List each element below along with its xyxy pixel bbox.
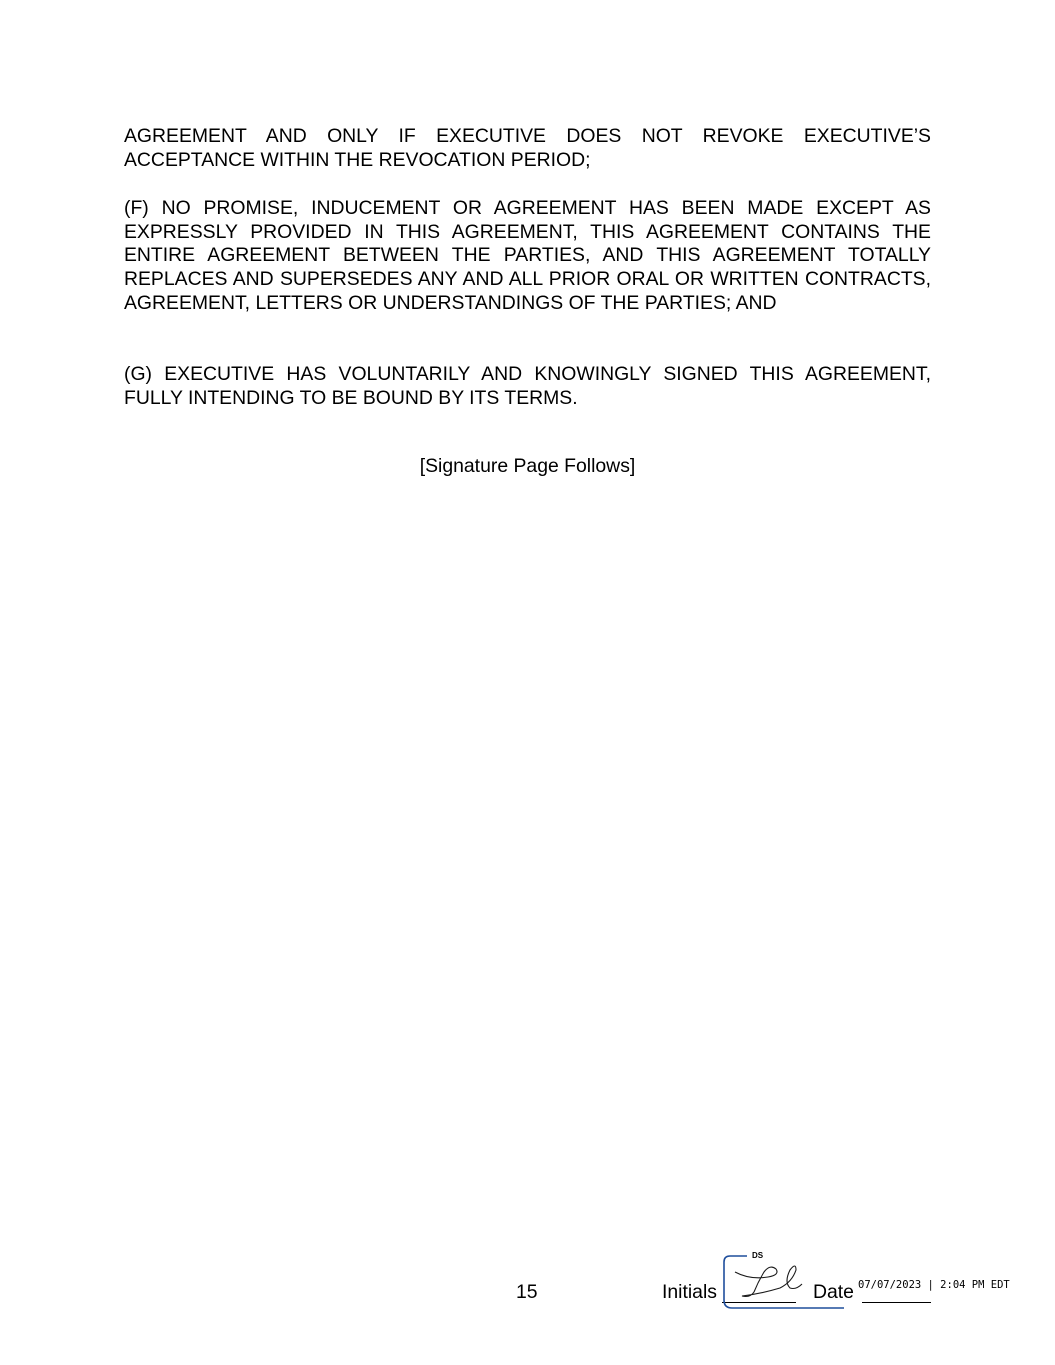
- paragraph-f-entire-agreement: (F) NO PROMISE, INDUCEMENT OR AGREEMENT HAS BEEN MADE EXCEPT AS EXPRESSLY PROVIDED IN THIS AGREEMENT, THIS AGREEMENT CONTAINS THE ENTIRE AGREEMENT BETWEEN THE PARTIES, AND THIS AGREEMENT TOTALLY REPLACES AND SUPERSEDES ANY AND ALL PRIOR ORAL OR WRITTEN CONTRACTS, AGREEMENT, LETTERS OR UNDERSTANDINGS OF THE PARTIES; AND: [124, 197, 931, 314]
- page-number: 15: [516, 1281, 538, 1303]
- initials-label: Initials: [662, 1281, 717, 1303]
- date-line: [862, 1302, 931, 1303]
- paragraph-g-voluntary-signing: (G) EXECUTIVE HAS VOLUNTARILY AND KNOWINGLY SIGNED THIS AGREEMENT, FULLY INTENDING TO BE BOUND BY ITS TERMS.: [124, 363, 931, 409]
- date-label: Date: [813, 1281, 854, 1303]
- signature-page-follows-note: [Signature Page Follows]: [419, 455, 636, 477]
- handwritten-initials-stroke: [735, 1266, 802, 1297]
- date-stamp: 07/07/2023 | 2:04 PM EDT: [858, 1279, 1010, 1291]
- docusign-ds-label: DS: [752, 1251, 764, 1260]
- paragraph-revocation-period: AGREEMENT AND ONLY IF EXECUTIVE DOES NOT REVOKE EXECUTIVE’S ACCEPTANCE WITHIN THE REVOCATION PERIOD;: [124, 125, 931, 171]
